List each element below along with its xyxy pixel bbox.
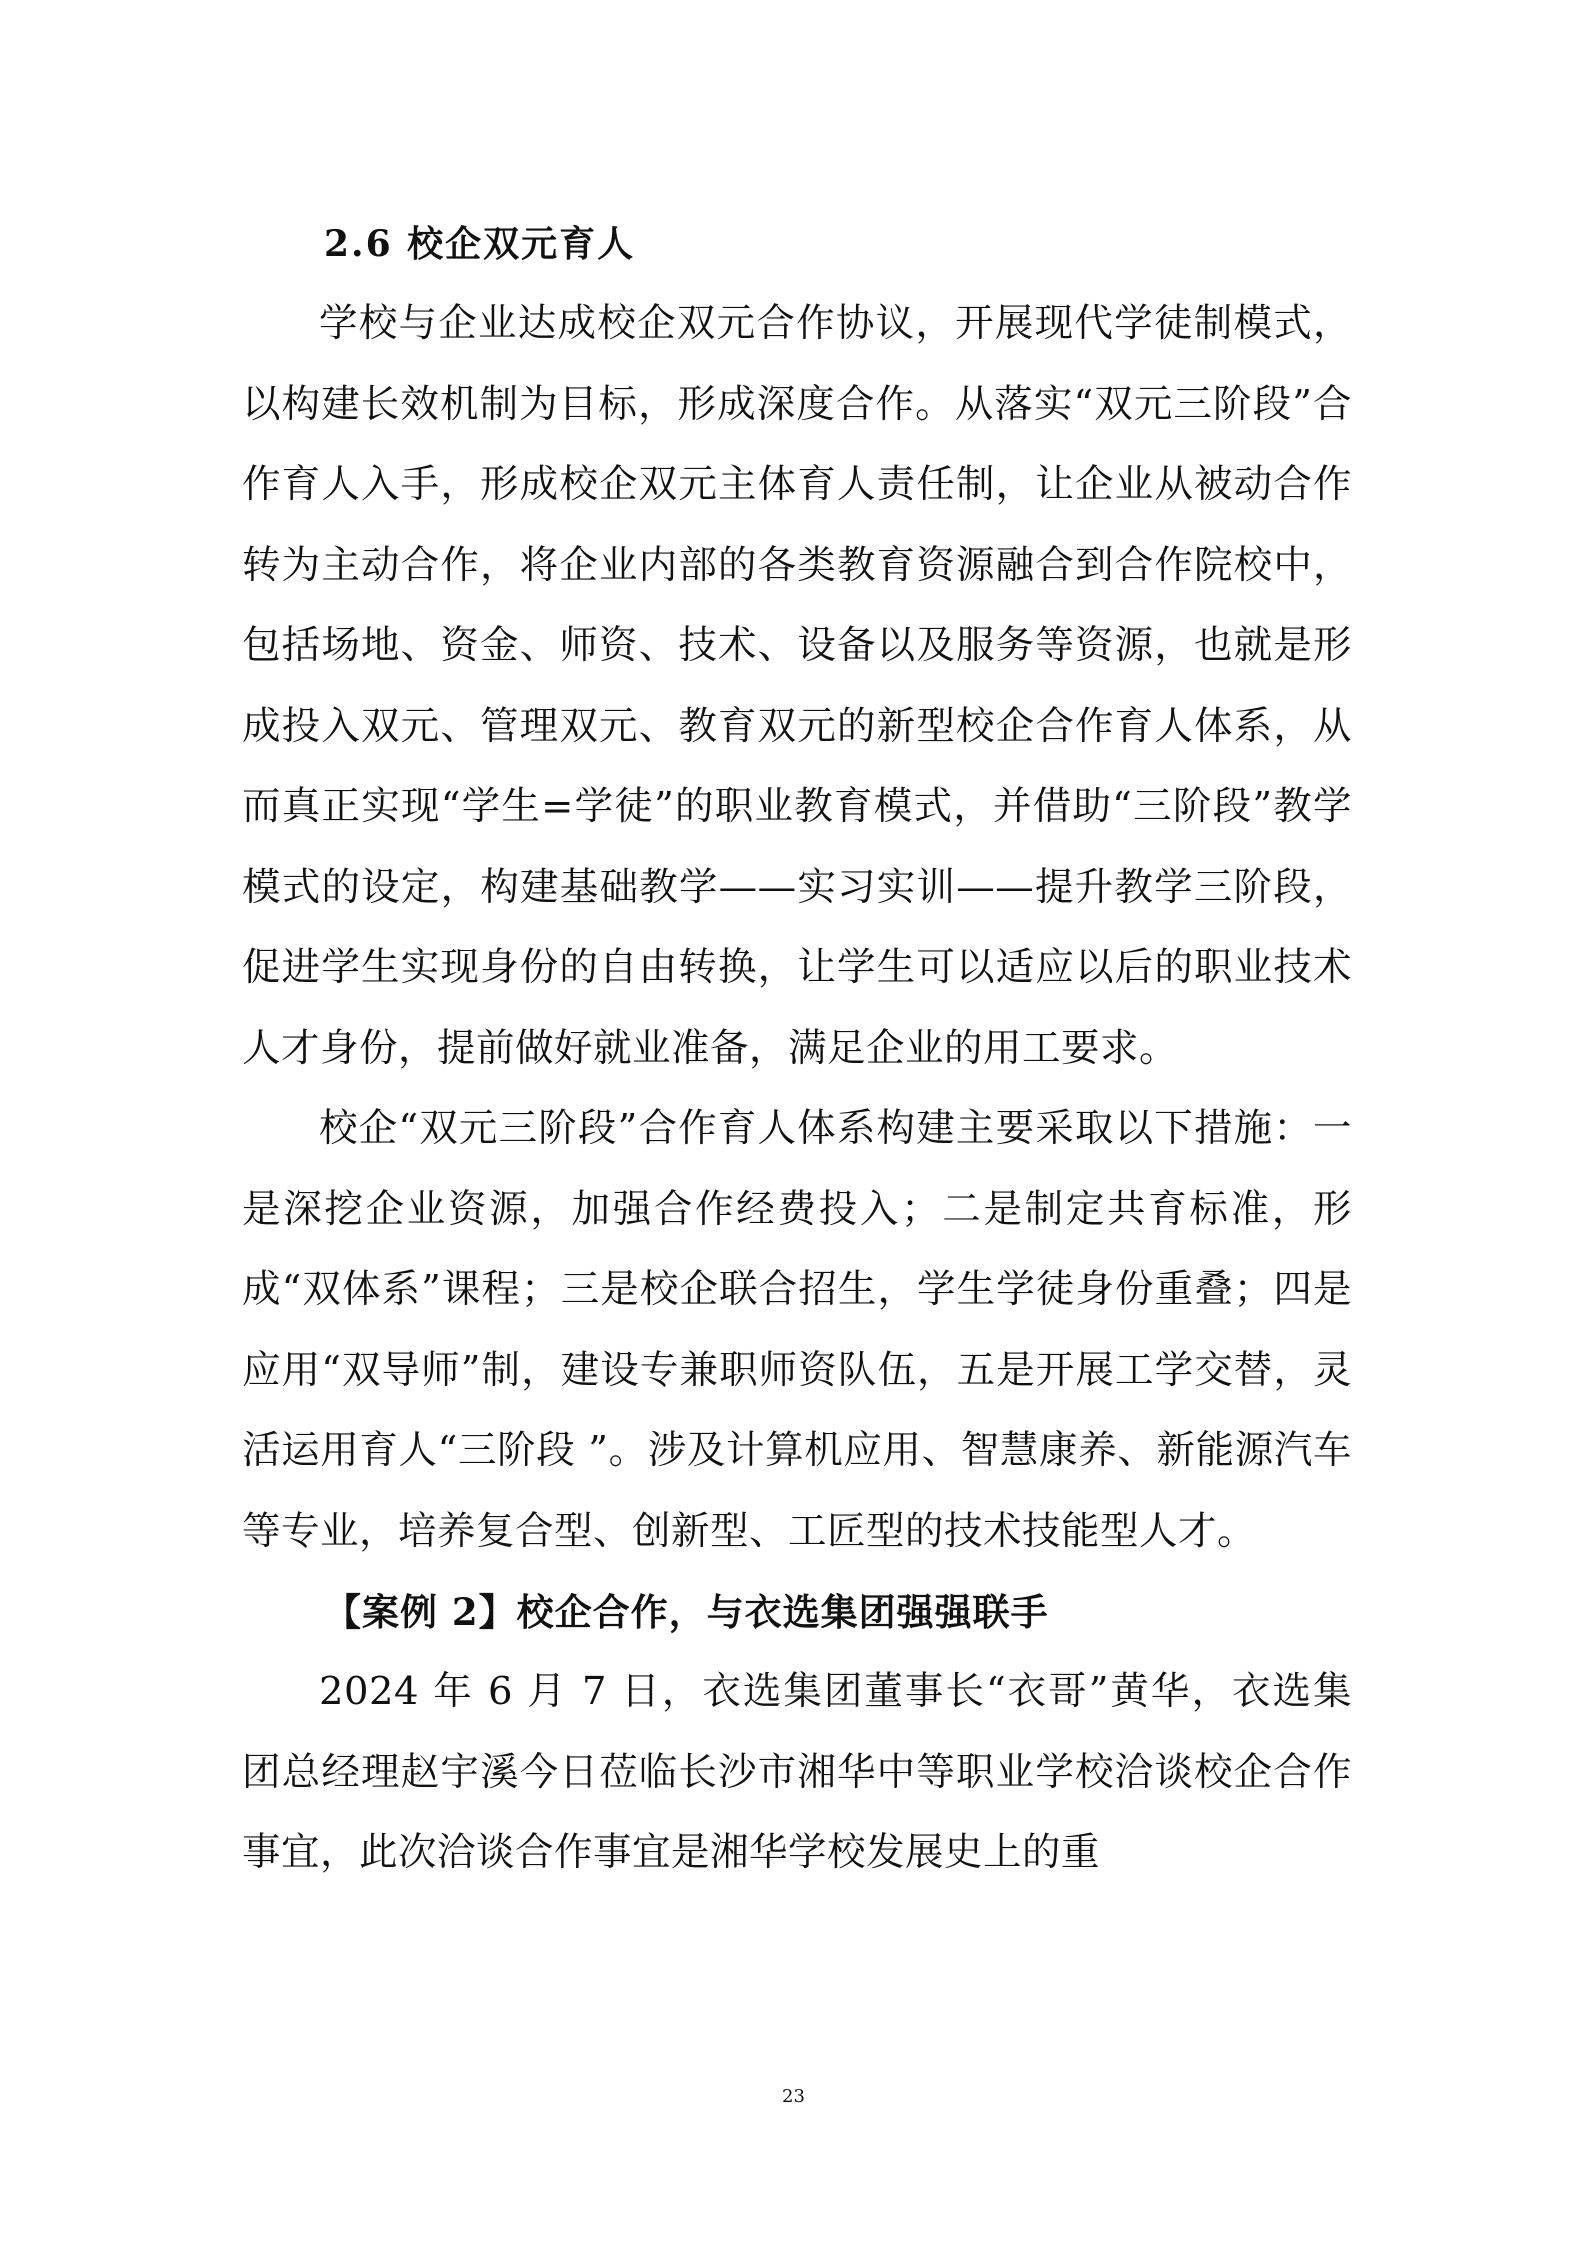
body-paragraph-1: 学校与企业达成校企双元合作协议，开展现代学徒制模式，以构建长效机制为目标，形成深度合作。从落实“双元三阶段”合作育人入手，形成校企双元主体育人责任制，让企业从被动合作转为主动合作，将企业内部的各类教育资源融合到合作院校中，包括场地、资金、师资、技术、设备以及服务等资源，也就是形成投入双元、管理双元、教育双元的新型校企合作育人体系，从而真正实现“学生=学徒”的职业教育模式，并借助“三阶段”教学模式的设定，构建基础教学——实习实训——提升教学三阶段，促进学生实现身份的自由转换，让学生可以适应以后的职业技术人才身份，提前做好就业准备，满足企业的用工要求。 bbox=[242, 301, 1352, 1071]
case-heading: 【案例 2】校企合作，与衣选集团强强联手 bbox=[324, 1590, 1049, 1634]
body-paragraph-3: 2024 年 6 月 7 日，衣选集团董事长“衣哥”黄华，衣选集团总经理赵宇溪今日莅临长沙市湘华中等职业学校洽谈校企合作事宜，此次洽谈合作事宜是湘华学校发展史上的重 bbox=[242, 1669, 1352, 1875]
section-heading: 2.6 校企双元育人 bbox=[324, 223, 636, 265]
page-content bbox=[242, 204, 1352, 1894]
page-number: 23 bbox=[782, 2086, 805, 2107]
body-paragraph-2: 校企“双元三阶段”合作育人体系构建主要采取以下措施：一是深挖企业资源，加强合作经费投入；二是制定共育标准，形成“双体系”课程；三是校企联合招生，学生学徒身份重叠；四是应用“双导师”制，建设专兼职师资队伍，五是开展工学交替，灵活运用育人“三阶段 ”。涉及计算机应用、智慧康养、新能源汽车等专业，培养复合型、创新型、工匠型的技术技能型人才。 bbox=[242, 1106, 1352, 1554]
